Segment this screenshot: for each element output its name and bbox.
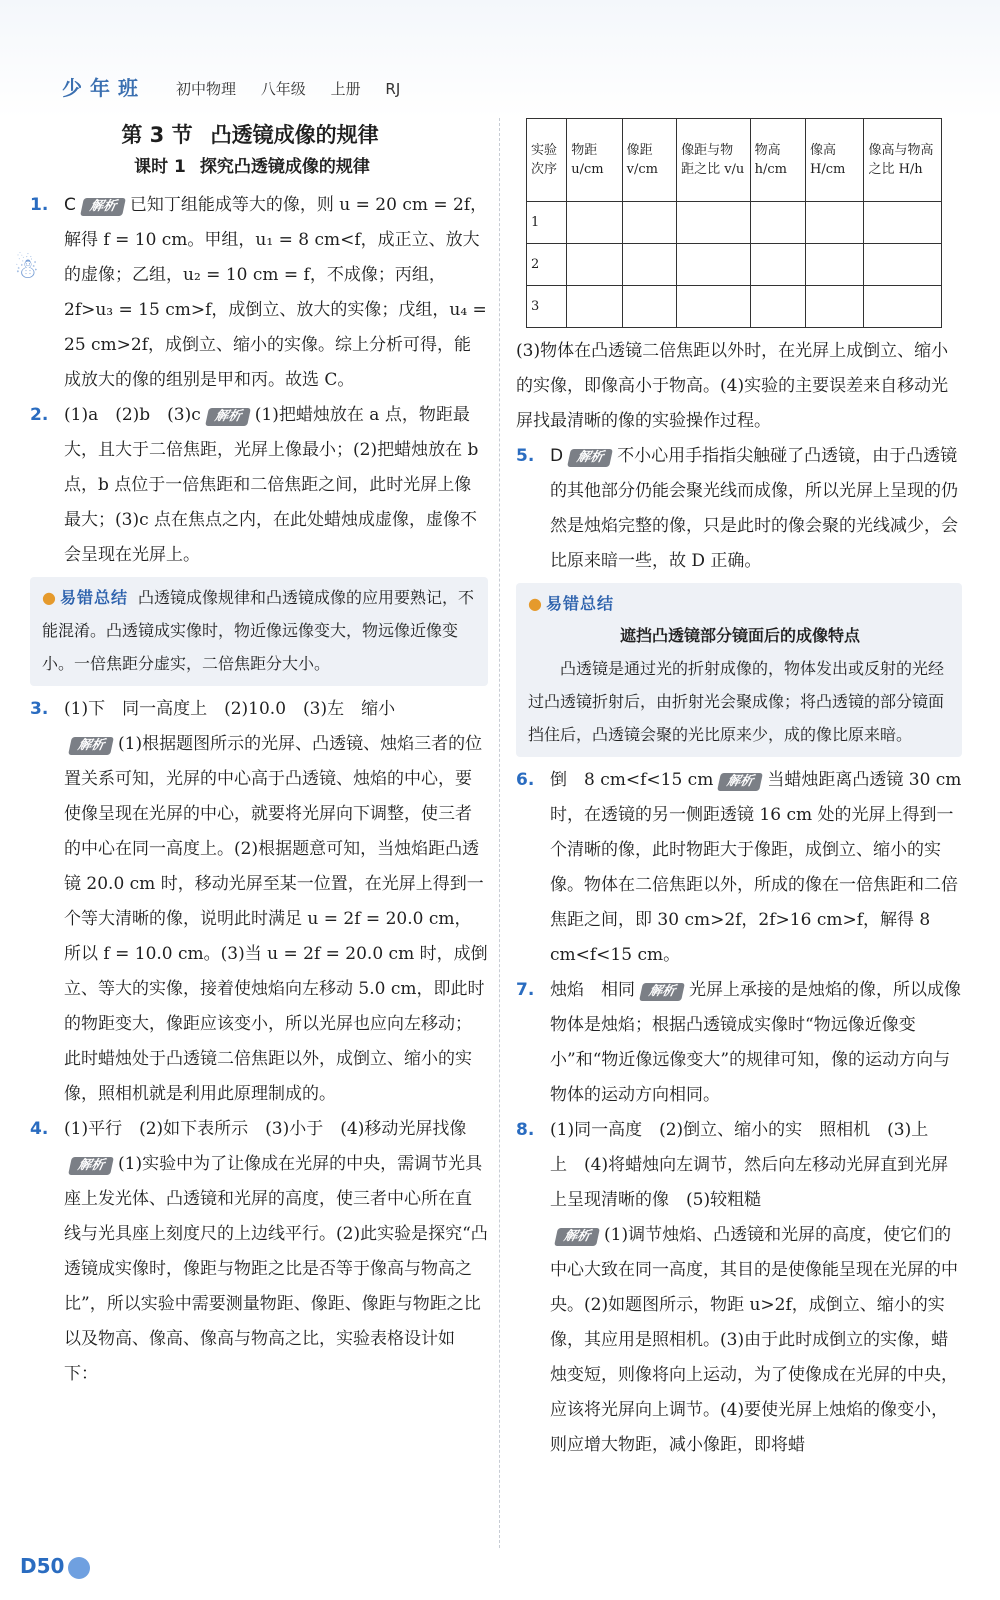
section-heading — [30, 118, 488, 182]
analysis-text: (1)把蜡烛放在 a 点，物距最大，且大于二倍焦距，光屏上像最小；(2)把蜡烛放在 b 点，b 点位于一倍焦距和二倍焦距之间，此时光屏上像最大；(3)c 点在焦点之内，在此处蜡烛成虚像，虚像不会呈现在光屏上。 — [64, 405, 479, 565]
analysis-tag: 解析 — [205, 408, 251, 426]
summary-icon: ● — [42, 588, 57, 607]
error-summary-text: 凸透镜是通过光的折射成像的，物体发出或反射的光经过凸透镜折射后，由折射光会聚成像；将凸透镜的部分镜面挡住后，凸透镜会聚的光比原来少，成的像比原来暗。 — [528, 659, 945, 744]
question-4 — [30, 1112, 488, 1392]
question-number: 2. — [30, 405, 49, 425]
table-cell — [567, 244, 622, 286]
question-8 — [516, 1113, 962, 1463]
question-number: 5. — [516, 446, 535, 466]
lesson-number: 课时 1 — [134, 157, 186, 177]
table-cell — [622, 286, 676, 328]
edition-label: RJ — [385, 80, 401, 98]
volume-label: 上册 — [330, 80, 361, 98]
table-cell — [622, 244, 676, 286]
error-summary-label — [528, 587, 614, 620]
table-row — [527, 244, 942, 286]
experiment-table — [526, 118, 942, 328]
error-summary-text: 凸透镜成像规律和凸透镜成像的应用要熟记，不能混淆。凸透镜成实像时，物近像远像变大，物远像近像变小。一倍焦距分虚实，二倍焦距分大小。 — [42, 588, 474, 673]
page-number — [20, 1554, 90, 1579]
table-header-cell: 像距 v/cm — [622, 119, 676, 202]
analysis-tag: 解析 — [639, 983, 685, 1001]
error-summary-title: 遮挡凸透镜部分镜面后的成像特点 — [619, 626, 860, 645]
error-summary-box — [30, 577, 488, 686]
table-header-cell: 像高与物高之比 H/h — [864, 119, 942, 202]
analysis-tag: 解析 — [717, 773, 763, 791]
page-dot-icon — [68, 1557, 90, 1579]
section-name: 凸透镜成像的规律 — [210, 123, 379, 147]
table-cell — [750, 286, 805, 328]
analysis-tag: 解析 — [567, 449, 613, 467]
table-header-cell: 像距与物距之比 v/u — [677, 119, 751, 202]
answer: 倒 8 cm<f<15 cm — [550, 770, 714, 790]
answer: (1)平行 (2)如下表所示 (3)小于 (4)移动光屏找像 — [64, 1119, 467, 1139]
answer: (1)下 同一高度上 (2)10.0 (3)左 缩小 — [64, 699, 396, 719]
lesson-name: 探究凸透镜成像的规律 — [199, 157, 370, 177]
table-cell-trial: 2 — [527, 244, 567, 286]
left-column — [30, 118, 488, 1392]
table-cell — [806, 286, 864, 328]
table-header-cell: 实验次序 — [527, 119, 567, 202]
question-4-continuation: (3)物体在凸透镜二倍焦距以外时，在光屏上成倒立、缩小的实像，即像高小于物高。(4)实验的主要误差来自移动光屏找最清晰的像的实验操作过程。 — [516, 341, 949, 431]
grade-label: 八年级 — [260, 80, 306, 98]
analysis-text: 已知丁组能成等大的像，则 u = 20 cm = 2f，解得 f = 10 cm。甲组，u₁ = 8 cm<f，成正立、放大的虚像；乙组，u₂ = 10 cm = f，不成像；丙组，2f>u₃ = 15 cm>f，成倒立、放大的实像；戊组，u₄ = 25 cm>2f，成倒立、缩小的实像。综上分析可得，能成放大的像的组别是甲和丙。故选 C。 — [64, 195, 488, 390]
answer: (1)同一高度 (2)倒立、缩小的实 照相机 (3)上 上 (4)将蜡烛向左调节，然后向左移动光屏直到光屏上呈现清晰的像 (5)较粗糙 — [550, 1120, 949, 1210]
analysis-text: 光屏上承接的是烛焰的像，所以成像物体是烛焰；根据凸透镜成实像时“物远像近像变小”和“物近像远像变大”的规律可知，像的运动方向与物体的运动方向相同。 — [550, 980, 962, 1105]
error-summary-box — [516, 583, 962, 757]
analysis-text: 不小心用手指指尖触碰了凸透镜，由于凸透镜的其他部分仍能会聚光线而成像，所以光屏上呈现的仍然是烛焰完整的像，只是此时的像会聚的光线减少，会比原来暗一些，故 D 正确。 — [550, 446, 958, 571]
error-summary-label-text: 易错总结 — [59, 588, 128, 607]
table-cell — [806, 202, 864, 244]
answer: 烛焰 相同 — [550, 980, 635, 1000]
table-cell — [750, 202, 805, 244]
table-cell — [677, 286, 751, 328]
section-title — [30, 118, 488, 152]
question-7 — [516, 973, 962, 1113]
question-number: 1. — [30, 195, 49, 215]
table-cell-trial: 1 — [527, 202, 567, 244]
analysis-tag: 解析 — [80, 198, 126, 216]
analysis-tag: 解析 — [554, 1228, 600, 1246]
analysis-tag: 解析 — [68, 737, 114, 755]
answer: (1)a (2)b (3)c — [64, 405, 201, 425]
stick-figure-icon: ☃ — [14, 252, 40, 285]
question-2 — [30, 398, 488, 573]
question-number: 8. — [516, 1120, 535, 1140]
table-cell-trial: 3 — [527, 286, 567, 328]
question-6 — [516, 763, 962, 973]
question-1 — [30, 188, 488, 398]
table-header-cell: 物高 h/cm — [750, 119, 805, 202]
table-header-row — [527, 119, 942, 202]
column-divider — [499, 118, 500, 1548]
question-number: 6. — [516, 770, 535, 790]
table-header-cell: 像高 H/cm — [806, 119, 864, 202]
question-number: 7. — [516, 980, 535, 1000]
page-number-text: D50 — [20, 1554, 65, 1578]
question-5 — [516, 439, 962, 579]
analysis-text: (1)调节烛焰、凸透镜和光屏的高度，使它们的中心大致在同一高度，其目的是使像能呈现在光屏的中央。(2)如题图所示，物距 u>2f，成倒立、缩小的实像，其应用是照相机。(3)由于此时成倒立的实像，蜡烛变短，则像将向上运动，为了使像成在光屏的中央，应该将光屏向上调节。(4)要使光屏上烛焰的像变小，则应增大物距，减小像距，即将蜡 — [550, 1225, 958, 1455]
table-row — [527, 286, 942, 328]
summary-icon: ● — [528, 594, 543, 613]
table-header-cell: 物距 u/cm — [567, 119, 622, 202]
table-cell — [806, 244, 864, 286]
question-number: 3. — [30, 699, 49, 719]
lesson-title — [30, 152, 488, 182]
analysis-text: (1)根据题图所示的光屏、凸透镜、烛焰三者的位置关系可知，光屏的中心高于凸透镜、烛焰的中心，要使像呈现在光屏的中心，就要将光屏向下调整，使三者的中心在同一高度上。(2)根据题意可知，当烛焰距凸透镜 20.0 cm 时，移动光屏至某一位置，在光屏上得到一个等大清晰的像，说明此时满足 u = 2f = 20.0 cm，所以 f = 10.0 cm。(3)当 u = 2f = 20.0 cm 时，成倒立、等大的实像，接着使烛焰向左移动 5.0 cm，即此时的物距变大，像距应该变小，所以光屏也应向左移动；此时蜡烛处于凸透镜二倍焦距以外，成倒立、缩小的实像，照相机就是利用此原理制成的。 — [64, 734, 488, 1104]
book-meta — [176, 78, 420, 99]
error-summary-label — [42, 581, 128, 614]
analysis-tag: 解析 — [68, 1157, 114, 1175]
question-3 — [30, 692, 488, 1112]
answer: C — [64, 195, 76, 215]
error-summary-label-text: 易错总结 — [545, 594, 614, 613]
table-cell — [567, 202, 622, 244]
table-cell — [864, 244, 942, 286]
right-column — [516, 118, 962, 1463]
page-header — [0, 0, 1000, 118]
table-cell — [750, 244, 805, 286]
table-cell — [864, 286, 942, 328]
brand-logo: 少年班 — [62, 76, 146, 100]
analysis-text: (1)实验中为了让像成在光屏的中央，需调节光具座上发光体、凸透镜和光屏的高度，使三者中心所在直线与光具座上刻度尺的上边线平行。(2)此实验是探究“凸透镜成实像时，像距与物距之比是否等于像高与物高之比”，所以实验中需要测量物距、像距、像距与物距之比以及物高、像高、像高与物高之比，实验表格设计如下： — [64, 1154, 488, 1384]
answer: D — [550, 446, 564, 466]
table-cell — [864, 202, 942, 244]
section-number: 第 3 节 — [121, 123, 193, 147]
table-cell — [567, 286, 622, 328]
table-row — [527, 202, 942, 244]
subject-label: 初中物理 — [176, 80, 237, 98]
analysis-text: 当蜡烛距离凸透镜 30 cm 时，在透镜的另一侧距透镜 16 cm 处的光屏上得到一个清晰的像，此时物距大于像距，成倒立、缩小的实像。物体在二倍焦距以外，所成的像在一倍焦距和二倍焦距之间，即 30 cm>2f，2f>16 cm>f，解得 8 cm<f<15 cm。 — [550, 770, 962, 965]
question-number: 4. — [30, 1119, 49, 1139]
table-cell — [677, 244, 751, 286]
table-cell — [677, 202, 751, 244]
table-cell — [622, 202, 676, 244]
